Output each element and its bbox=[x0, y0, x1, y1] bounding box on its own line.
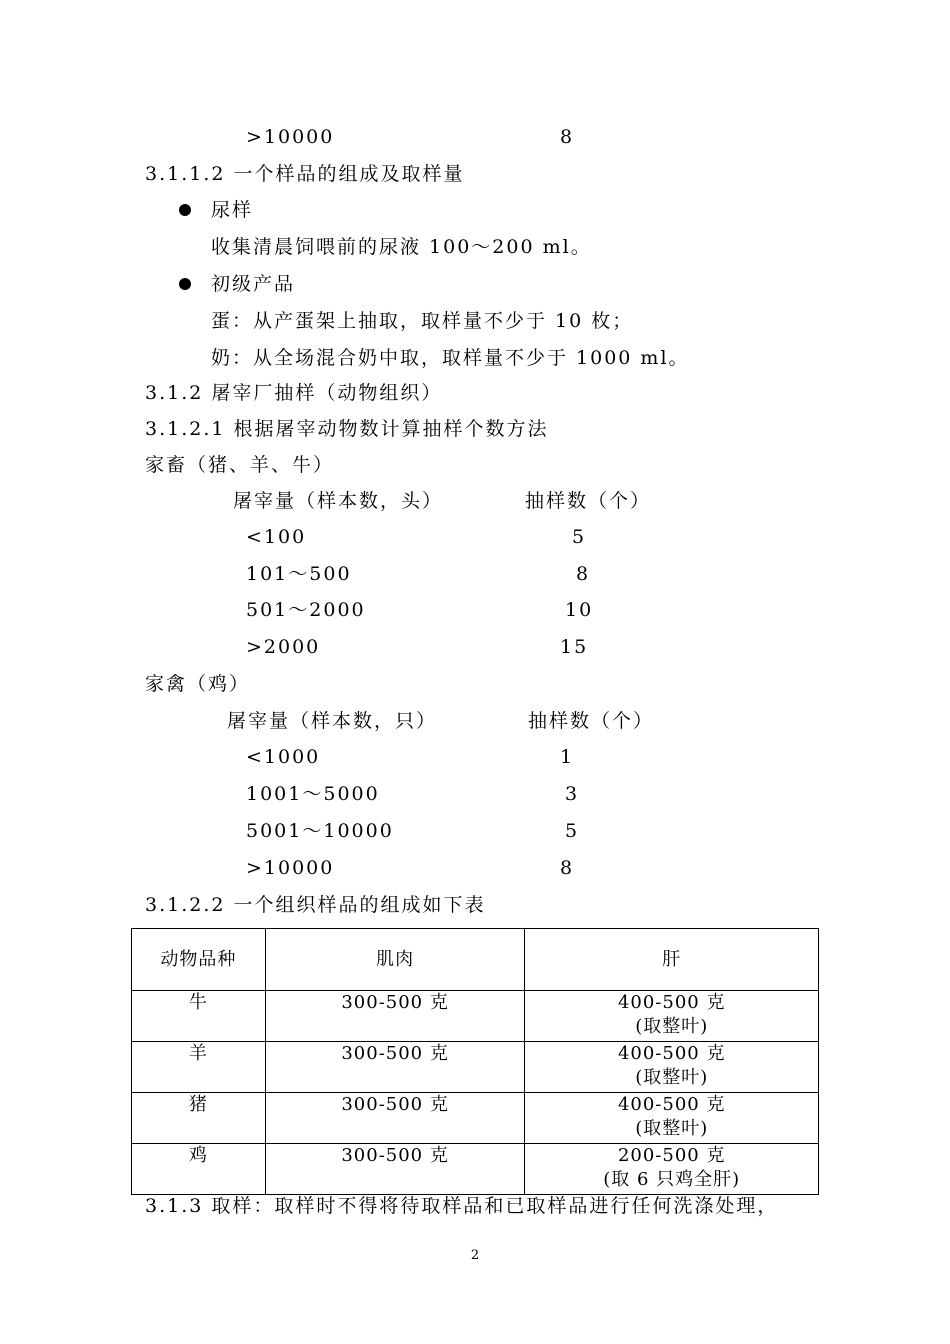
poultry-range: >10000 bbox=[246, 857, 335, 879]
bullet-icon bbox=[179, 278, 191, 290]
poultry-range: 5001～10000 bbox=[246, 820, 394, 842]
table-row bbox=[132, 1093, 819, 1144]
livestock-count: 5 bbox=[572, 526, 587, 548]
header-liver: 肝 bbox=[525, 929, 819, 991]
poultry-col1: 屠宰量（样本数，只） bbox=[227, 710, 438, 732]
top-row-count: 8 bbox=[560, 126, 575, 148]
livestock-count: 8 bbox=[576, 563, 591, 585]
poultry-count: 8 bbox=[560, 857, 575, 879]
section-312-heading: 3.1.2 屠宰厂抽样（动物组织） bbox=[145, 382, 443, 404]
cell-species: 牛 bbox=[132, 991, 266, 1042]
cell-species: 鸡 bbox=[132, 1144, 266, 1195]
cell-muscle: 300-500 克 bbox=[265, 991, 525, 1042]
liver-note: (取整叶) bbox=[635, 1118, 709, 1139]
top-row-range: >10000 bbox=[246, 126, 335, 148]
cell-liver bbox=[525, 991, 819, 1042]
livestock-title: 家畜（猪、羊、牛） bbox=[145, 454, 335, 476]
bullet-icon bbox=[179, 204, 191, 216]
poultry-range: 1001～5000 bbox=[246, 783, 380, 805]
cell-species: 羊 bbox=[132, 1042, 266, 1093]
livestock-col1: 屠宰量（样本数，头） bbox=[233, 490, 444, 512]
livestock-range: 501～2000 bbox=[246, 599, 366, 621]
section-3122-heading: 3.1.2.2 一个组织样品的组成如下表 bbox=[145, 894, 486, 916]
section-313-text: 3.1.3 取样：取样时不得将待取样品和已取样品进行任何洗涤处理， bbox=[145, 1195, 779, 1217]
liver-amount: 400-500 克 bbox=[617, 992, 726, 1013]
urine-text: 收集清晨饲喂前的尿液 100～200 ml。 bbox=[211, 236, 592, 258]
liver-note: (取整叶) bbox=[635, 1016, 709, 1037]
section-3112-heading: 3.1.1.2 一个样品的组成及取样量 bbox=[145, 163, 465, 185]
egg-text: 蛋：从产蛋架上抽取，取样量不少于 10 枚； bbox=[211, 310, 634, 332]
table-header-row bbox=[132, 929, 819, 991]
livestock-range: <100 bbox=[246, 526, 307, 548]
cell-liver bbox=[525, 1093, 819, 1144]
poultry-count: 3 bbox=[565, 783, 580, 805]
livestock-range: 101～500 bbox=[246, 563, 352, 585]
livestock-range: >2000 bbox=[246, 636, 321, 658]
cell-liver bbox=[525, 1042, 819, 1093]
poultry-range: <1000 bbox=[246, 746, 321, 768]
header-muscle: 肌肉 bbox=[265, 929, 525, 991]
liver-amount: 400-500 克 bbox=[617, 1094, 726, 1115]
header-species: 动物品种 bbox=[132, 929, 266, 991]
cell-liver bbox=[525, 1144, 819, 1195]
page-number: 2 bbox=[470, 1248, 480, 1263]
poultry-count: 1 bbox=[560, 746, 575, 768]
tissue-sample-table bbox=[131, 928, 819, 1195]
poultry-col2: 抽样数（个） bbox=[528, 710, 655, 732]
liver-note: (取整叶) bbox=[635, 1067, 709, 1088]
livestock-count: 10 bbox=[565, 599, 594, 621]
poultry-count: 5 bbox=[565, 820, 580, 842]
table-row bbox=[132, 1144, 819, 1195]
milk-text: 奶：从全场混合奶中取，取样量不少于 1000 ml。 bbox=[211, 347, 690, 369]
poultry-title: 家禽（鸡） bbox=[145, 673, 251, 695]
primary-title: 初级产品 bbox=[211, 273, 296, 295]
livestock-col2: 抽样数（个） bbox=[525, 490, 652, 512]
cell-species: 猪 bbox=[132, 1093, 266, 1144]
cell-muscle: 300-500 克 bbox=[265, 1042, 525, 1093]
liver-amount: 400-500 克 bbox=[617, 1043, 726, 1064]
cell-muscle: 300-500 克 bbox=[265, 1144, 525, 1195]
section-3121-heading: 3.1.2.1 根据屠宰动物数计算抽样个数方法 bbox=[145, 418, 549, 440]
table-row bbox=[132, 1042, 819, 1093]
table-row bbox=[132, 991, 819, 1042]
liver-note: (取 6 只鸡全肝) bbox=[603, 1169, 741, 1190]
livestock-count: 15 bbox=[560, 636, 589, 658]
cell-muscle: 300-500 克 bbox=[265, 1093, 525, 1144]
urine-title: 尿样 bbox=[211, 199, 254, 221]
liver-amount: 200-500 克 bbox=[617, 1145, 726, 1166]
